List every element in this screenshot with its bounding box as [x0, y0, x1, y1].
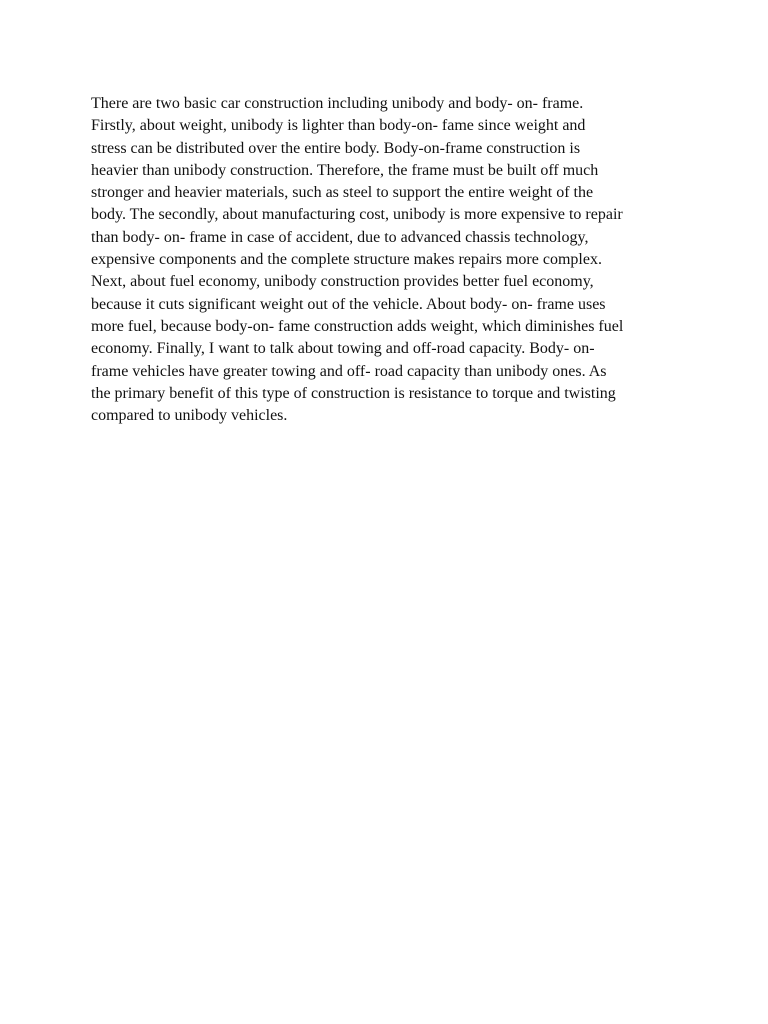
paragraph-line: more fuel, because body-on- fame construction adds weight, which diminishes fuel [91, 317, 624, 335]
paragraph-line: economy. Finally, I want to talk about towing and off-road capacity. Body- on- [91, 340, 595, 358]
paragraph-line: Next, about fuel economy, unibody construction provides better fuel economy, [91, 273, 594, 291]
paragraph-line: compared to unibody vehicles. [91, 407, 288, 425]
paragraph-line: There are two basic car construction including unibody and body- on- frame. [91, 95, 584, 112]
paragraph-line: stress can be distributed over the entire body. Body-on-frame construction is [91, 139, 581, 157]
body-paragraph [91, 93, 691, 427]
paragraph-line: stronger and heavier materials, such as steel to support the entire weight of the [91, 184, 594, 202]
paragraph-line: the primary benefit of this type of construction is resistance to torque and twisting [91, 384, 616, 402]
paragraph-line: because it cuts significant weight out of the vehicle. About body- on- frame uses [91, 295, 606, 313]
paragraph-line: than body- on- frame in case of accident, due to advanced chassis technology, [91, 228, 589, 246]
paragraph-line: frame vehicles have greater towing and off- road capacity than unibody ones. As [91, 362, 607, 380]
paragraph-line: body. The secondly, about manufacturing cost, unibody is more expensive to repair [91, 206, 623, 224]
paragraph-line: heavier than unibody construction. Therefore, the frame must be built off much [91, 161, 599, 179]
paragraph-line: Firstly, about weight, unibody is lighter than body-on- fame since weight and [91, 117, 586, 135]
paragraph-line: expensive components and the complete structure makes repairs more complex. [91, 251, 602, 269]
